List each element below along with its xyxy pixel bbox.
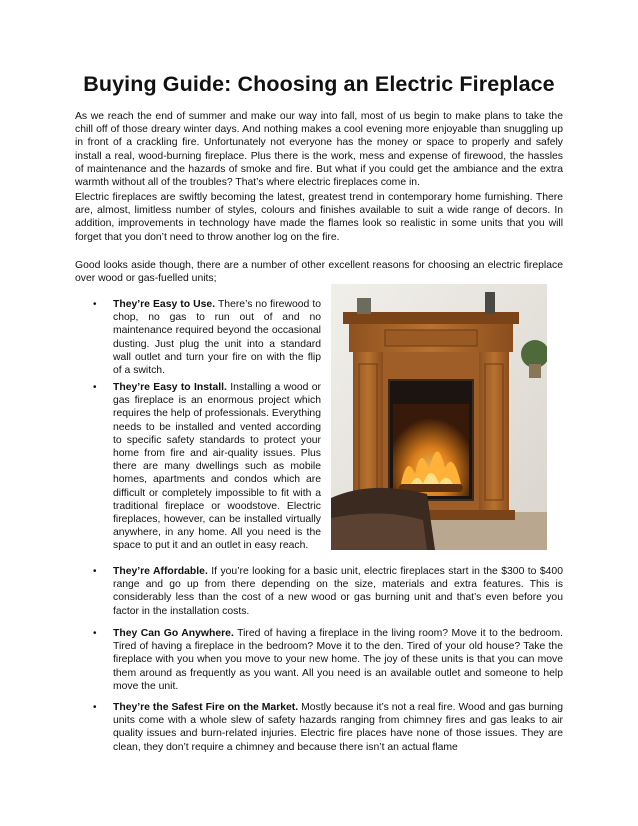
list-item-text: Tired of having a fireplace in the living room? Move it to the bedroom. Tired of having a fireplace in the bedroom? Move it to the den. Tired of your old house? Take the fireplace with you when you move to your new home. The joy of these units is that you can move them around as frequently as you want. All you need is an available outlet and someone to help move the unit. <box>113 628 563 692</box>
list-item-go-anywhere <box>113 627 563 693</box>
list-item-affordable <box>113 565 563 618</box>
bullet-icon: • <box>93 702 97 713</box>
fireplace-illustration <box>331 284 547 550</box>
list-item-safest-fire <box>113 701 563 754</box>
list-item-easy-to-install <box>113 381 321 553</box>
list-item-heading: They’re Easy to Use. <box>113 299 216 310</box>
list-item-heading: They’re Easy to Install. <box>113 382 227 393</box>
list-item-heading: They’re Affordable. <box>113 566 208 577</box>
list-item-heading: They Can Go Anywhere. <box>113 628 234 639</box>
reasons-paragraph: Good looks aside though, there are a number of other excellent reasons for choosing an electric fireplace over wood or gas-fuelled units; <box>75 260 563 285</box>
page-title: Buying Guide: Choosing an Electric Fireplace <box>83 72 555 96</box>
list-item-text: There’s no firewood to chop, no gas to run out of and no maintenance required beyond the occasional dusting. Just plug the unit into a standard wall outlet and turn your fire on with the flip of a switch. <box>113 299 321 377</box>
list-item-easy-to-use <box>113 298 321 377</box>
intro-paragraph: As we reach the end of summer and make our way into fall, most of us begin to make plans to take the chill off of those dreary winter days. And nothing makes a cool evening more enjoyable than snuggling up in front of a crackling fire. Unfortunately not everyone has the money or space to properly and safely install a real, wood-burning fireplace. Plus there is the work, mess and expense of firewood, the hassles of maintenance and the hazards of smoke and fire. But what if you could get the ambiance and the extra warmth without all of the troubles? That’s where electric fireplaces come in. <box>75 111 563 189</box>
bullet-icon: • <box>93 566 97 577</box>
trend-paragraph: Electric fireplaces are swiftly becoming the latest, greatest trend in contemporary home furnishing. There are, almost, limitless number of styles, colours and finishes available to suit a wide range of decors. In addition, improvements in technology have made the flames look so realistic in some units that you will forget that you don’t need to throw another log on the fire. <box>75 192 563 243</box>
bullet-icon: • <box>93 299 97 310</box>
bullet-icon: • <box>93 382 97 393</box>
list-item-text: Mostly because it’s not a real fire. Wood and gas burning units come with a whole slew of safety hazards ranging from chimney fires and gas leaks to air quality issues and burn-related injuries. Electric fire places have none of those issues. They are clean, they don’t require a chimney and because there isn’t an actual flame <box>113 702 563 753</box>
list-item-heading: They’re the Safest Fire on the Market. <box>113 702 299 713</box>
fireplace-photo <box>331 284 547 550</box>
list-item-text: Installing a wood or gas fireplace is an enormous project which requires the help of professionals. Everything needs to be installed and vented according to specific safety standards to protect your home from fire and air-quality issues. Plus there are many dwellings such as mobile homes, apartments and condos which are difficult or completely impossible to fit with a traditional fireplace or woodstove. Electric fireplaces, however, can be installed virtually anywhere, in any home. All you need is the space to put it and an outlet in easy reach. <box>113 382 322 552</box>
bullet-icon: • <box>93 628 97 639</box>
list-item-text: If you’re looking for a basic unit, electric fireplaces start in the $300 to $400 range and go up from there depending on the size, materials and extra features. This is considerably less than the cost of a new wood or gas burning unit and that’s even before you factor in the installation costs. <box>113 566 563 617</box>
